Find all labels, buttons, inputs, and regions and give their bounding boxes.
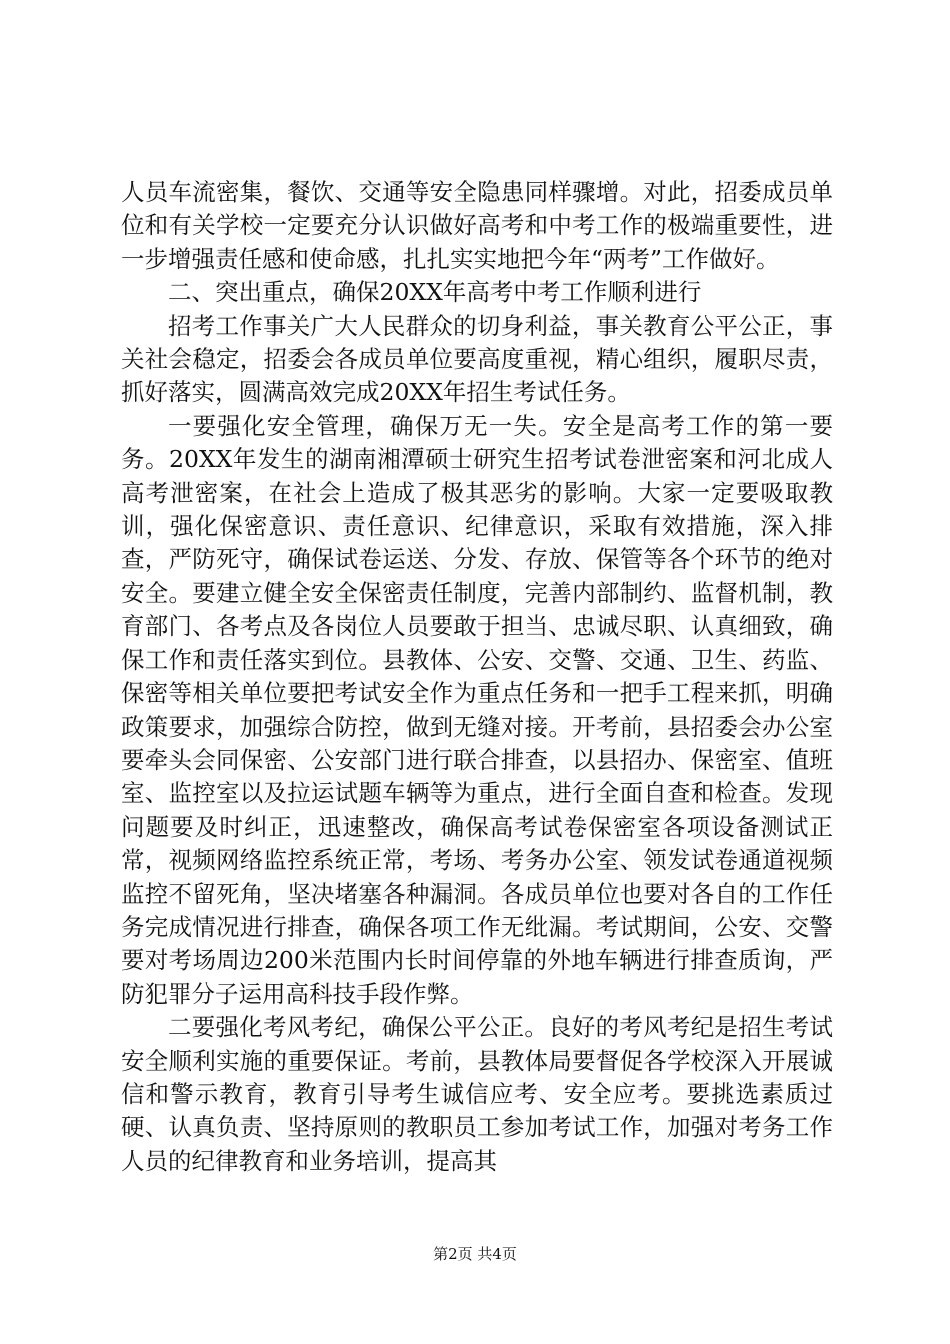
paragraph-3: 一要强化安全管理，确保万无一失。安全是高考工作的第一要务。20XX年发生的湖南湘潭硕士研究生招考试卷泄密案和河北成人高考泄密案，在社会上造成了极其恶劣的影响。大家一定要吸取教训，强化保密意识、责任意识、纪律意识，采取有效措施，深入排查，严防死守，确保试卷运送、分发、存放、保管等各个环节的绝对安全。要建立健全安全保密责任制度，完善内部制约、监督机制，教育部门、各考点及各岗位人员要敢于担当、忠诚尽职、认真细致，确保工作和责任落实到位。县教体、公安、交警、交通、卫生、药监、保密等相关单位要把考试安全作为重点任务和一把手工程来抓，明确政策要求，加强综合防控，做到无缝对接。开考前，县招委会办公室要牵头会同保密、公安部门进行联合排查，以县招办、保密室、值班室、监控室以及拉运试题车辆等为重点，进行全面自查和检查。发现问题要及时纠正，迅速整改，确保高考试卷保密室各项设备测试正常，视频网络监控系统正常，考场、考务办公室、领发试卷通道视频监控不留死角，坚决堵塞各种漏洞。各成员单位也要对各自的工作任务完成情况进行排查，确保各项工作无纰漏。考试期间，公安、交警要对考场周边200米范围内长时间停靠的外地车辆进行排查质询，严防犯罪分子运用高科技手段作弊。 [121, 411, 833, 1008]
body-text [121, 176, 833, 1178]
paragraph-2: 招考工作事关广大人民群众的切身利益，事关教育公平公正，事关社会稳定，招委会各成员单位要高度重视，精心组织，履职尽责，抓好落实，圆满高效完成20XX年招生考试任务。 [121, 311, 833, 407]
section-heading: 二、突出重点，确保20XX年高考中考工作顺利进行 [168, 278, 702, 307]
page-footer: 第2页 共4页 [433, 1245, 517, 1263]
paragraph-4: 二要强化考风考纪，确保公平公正。良好的考风考纪是招生考试安全顺利实施的重要保证。考前，县教体局要督促各学校深入开展诚信和警示教育，教育引导考生诚信应考、安全应考。要挑选素质过硬、认真负责、坚持原则的教职员工参加考试工作，加强对考务工作人员的纪律教育和业务培训，提高其 [121, 1013, 833, 1175]
paragraph-1: 人员车流密集，餐饮、交通等安全隐患同样骤增。对此，招委成员单位和有关学校一定要充分认识做好高考和中考工作的极端重要性，进一步增强责任感和使命感，扎扎实实地把今年“两考”工作做好。 [121, 178, 833, 273]
